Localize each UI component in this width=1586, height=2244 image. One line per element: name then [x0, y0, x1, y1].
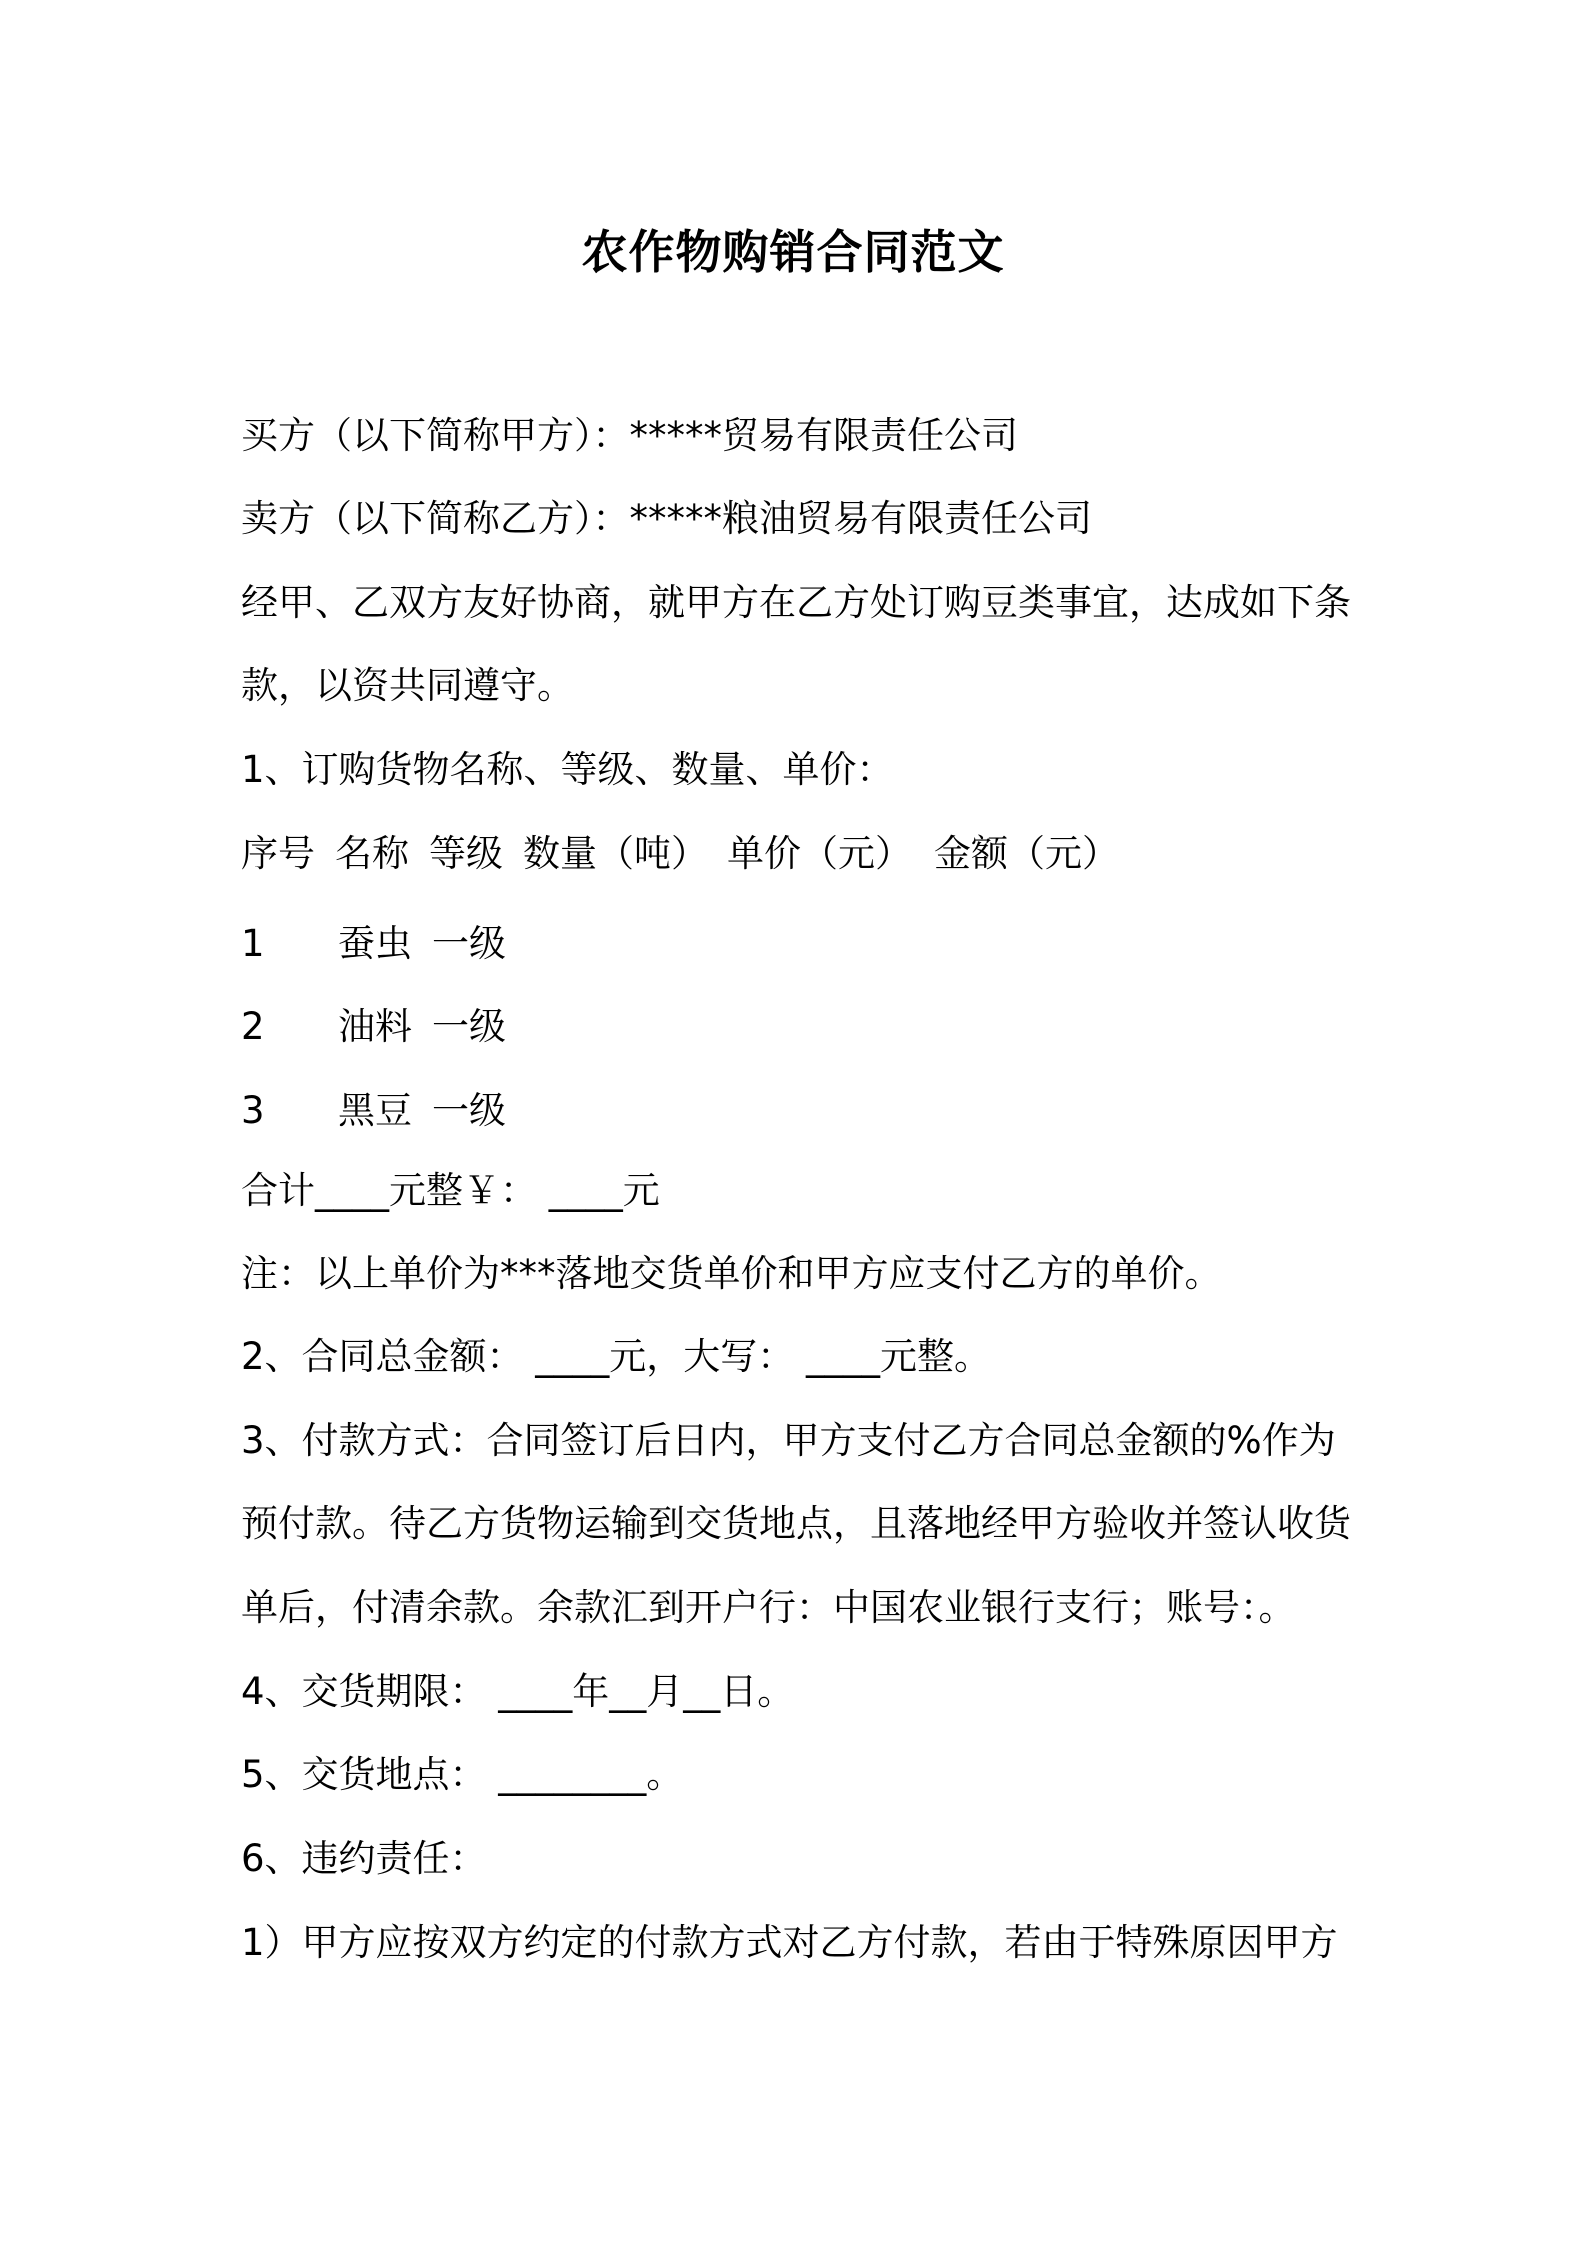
header-cell-unit-price: 单价（元）	[727, 832, 912, 875]
clause-3-line-3: 单后，付清余款。余款汇到开户行：中国农业银行支行；账号：。	[241, 1586, 1296, 1629]
row-index: 3	[241, 1089, 265, 1132]
header-cell-quantity: 数量（吨）	[523, 832, 708, 875]
clause-1-heading: 1、订购货物名称、等级、数量、单价：	[241, 748, 894, 791]
clause-6-heading: 6、违约责任：	[241, 1837, 487, 1880]
row-index: 1	[241, 922, 265, 965]
header-cell-amount: 金额（元）	[934, 832, 1119, 875]
clause-6-item-1: 1）甲方应按双方约定的付款方式对乙方付款，若由于特殊原因甲方	[241, 1921, 1338, 1964]
clause-4: 4、交货期限： ____年__月__日。	[241, 1670, 795, 1713]
row-grade: 一级	[432, 1005, 506, 1048]
header-cell-name: 名称	[335, 832, 409, 875]
document-title: 农作物购销合同范文	[581, 225, 1005, 279]
total-line: 合计____元整￥： ____元	[241, 1169, 660, 1212]
intro-line-2: 款，以资共同遵守。	[241, 664, 574, 707]
row-grade: 一级	[432, 1089, 506, 1132]
row-grade: 一级	[432, 922, 506, 965]
clause-3-line-2: 预付款。待乙方货物运输到交货地点，且落地经甲方验收并签认收货	[241, 1502, 1351, 1545]
row-index: 2	[241, 1005, 265, 1048]
clause-5: 5、交货地点： ________。	[241, 1753, 684, 1796]
seller-line: 卖方（以下简称乙方）：*****粮油贸易有限责任公司	[241, 497, 1092, 540]
note-line: 注：以上单价为***落地交货单价和甲方应支付乙方的单价。	[241, 1252, 1222, 1295]
row-name: 蚕虫	[338, 922, 412, 965]
intro-line-1: 经甲、乙双方友好协商，就甲方在乙方处订购豆类事宜，达成如下条	[241, 581, 1351, 624]
clause-3-line-1: 3、付款方式：合同签订后日内，甲方支付乙方合同总金额的%作为	[241, 1419, 1336, 1462]
buyer-line: 买方（以下简称甲方）：*****贸易有限责任公司	[241, 414, 1018, 457]
clause-2: 2、合同总金额： ____元，大写： ____元整。	[241, 1335, 992, 1378]
row-name: 油料	[338, 1005, 412, 1048]
header-cell-grade: 等级	[429, 832, 503, 875]
header-cell-index: 序号	[241, 832, 315, 875]
row-name: 黑豆	[338, 1089, 412, 1132]
